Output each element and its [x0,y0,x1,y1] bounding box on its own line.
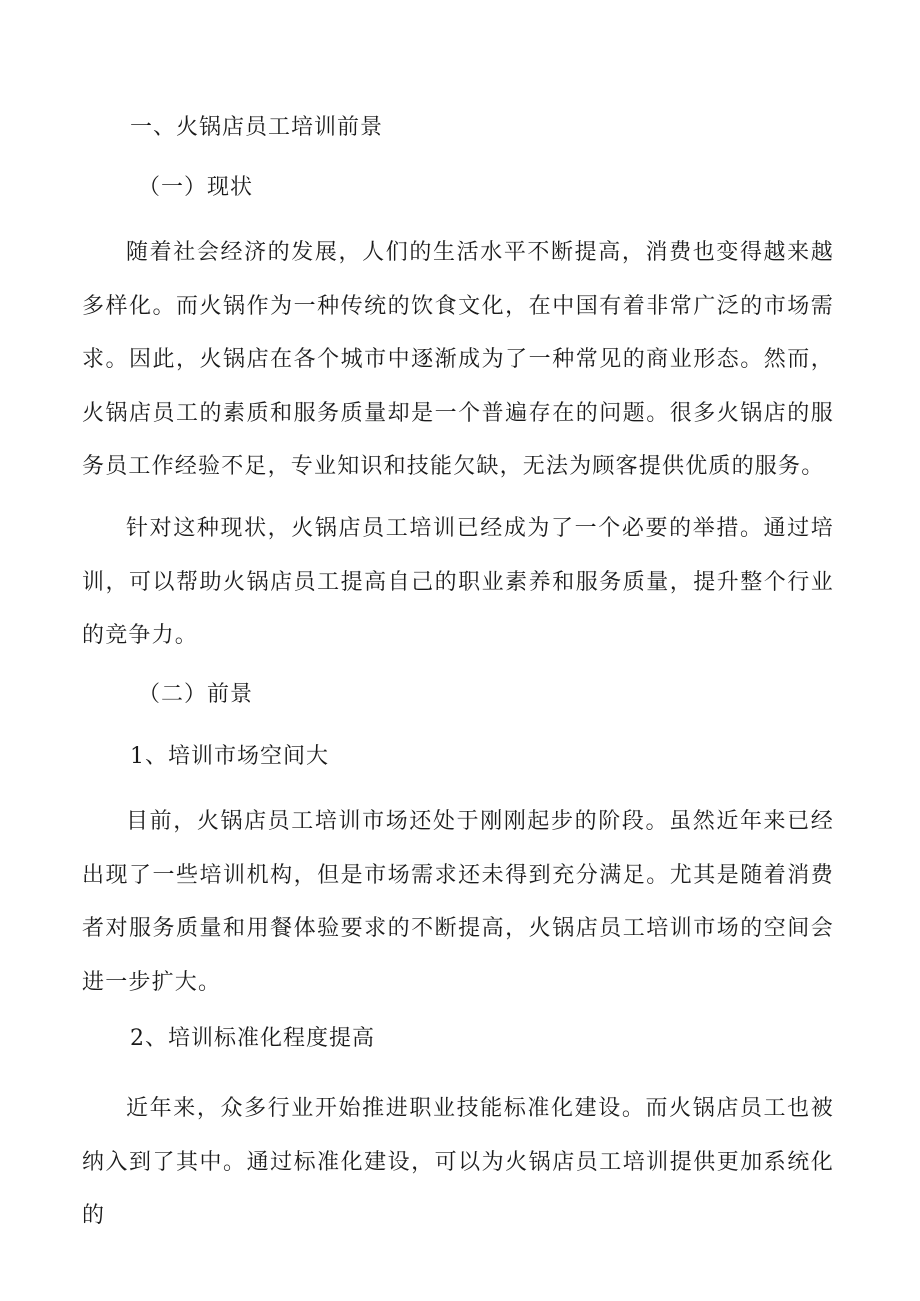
subsection-title-prospect: （二）前景 [138,682,254,707]
section-title: 一、火锅店员工培训前景 [130,115,384,140]
paragraph-status-2: 针对这种现状，火锅店员工培训已经成为了一个必要的举措。通过培训，可以帮助火锅店员工提高自己的职业素养和服务质量，提升整个行业的竞争力。 [82,516,834,648]
subsection-title-status: （一）现状 [138,175,254,200]
paragraph-point-2: 近年来，众多行业开始推进职业技能标准化建设。而火锅店员工也被纳入到了其中。通过标准化建设，可以为火锅店员工培训提供更加系统化的 [82,1096,834,1228]
point-1-title: 1、培训市场空间大 [130,744,329,769]
point-2-title: 2、培训标准化程度提高 [130,1026,375,1051]
paragraph-status-1: 随着社会经济的发展，人们的生活水平不断提高，消费也变得越来越多样化。而火锅作为一种传统的饮食文化，在中国有着非常广泛的市场需求。因此，火锅店在各个城市中逐渐成为了一种常见的商业形态。然而，火锅店员工的素质和服务质量却是一个普遍存在的问题。很多火锅店的服务员工作经验不足，专业知识和技能欠缺，无法为顾客提供优质的服务。 [82,240,834,479]
paragraph-point-1: 目前，火锅店员工培训市场还处于刚刚起步的阶段。虽然近年来已经出现了一些培训机构，但是市场需求还未得到充分满足。尤其是随着消费者对服务质量和用餐体验要求的不断提高，火锅店员工培训市场的空间会进一步扩大。 [82,809,834,995]
